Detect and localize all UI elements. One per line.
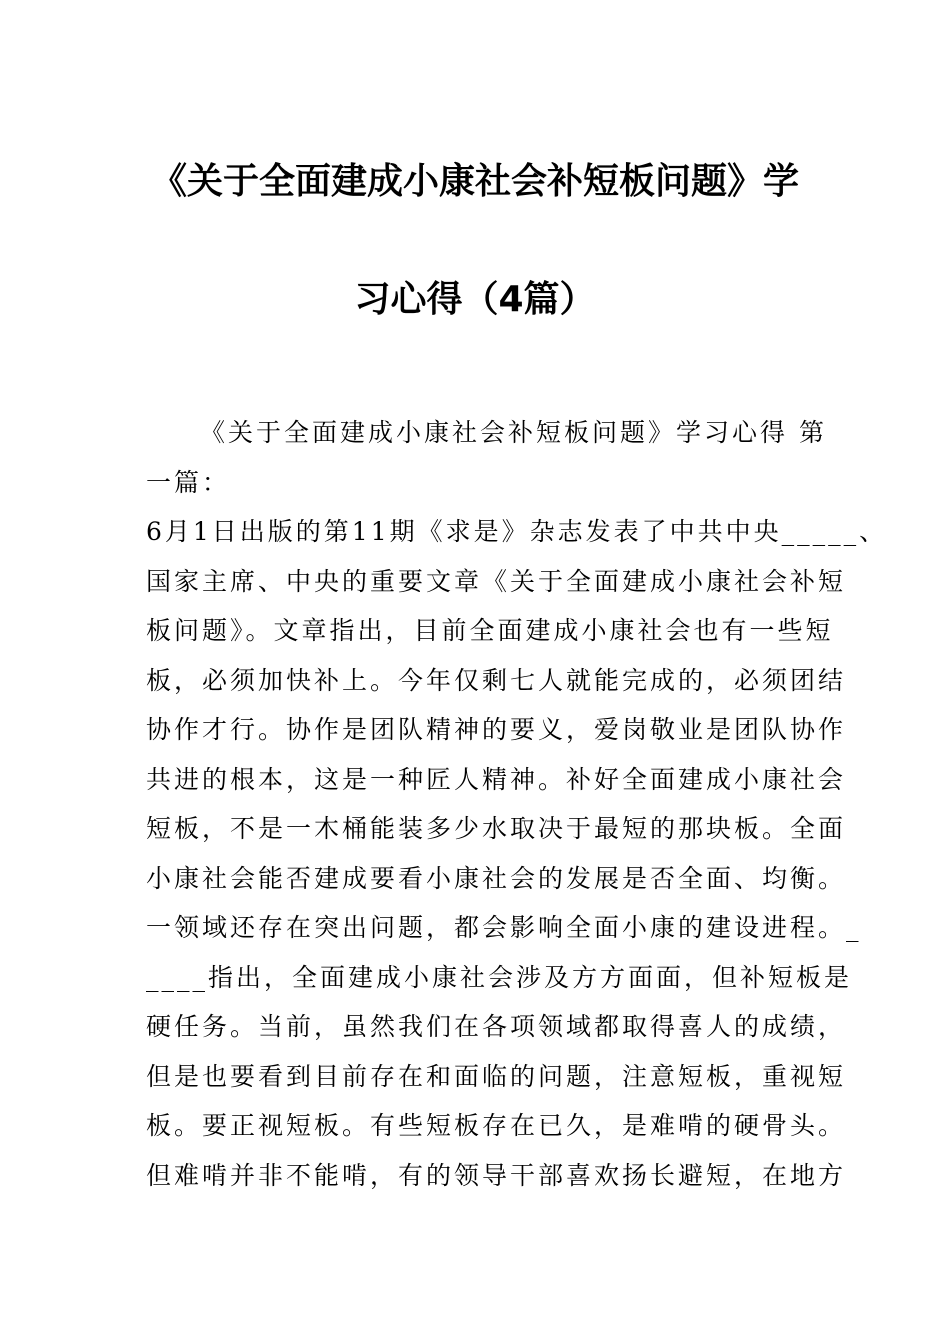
document-title-line-1: 《关于全面建成小康社会补短板问题》学 [150,161,799,202]
body-line: 《关于全面建成小康社会补短板问题》学习心得 第 [200,418,827,447]
document-title-line-2: 习心得（4篇） [354,279,596,320]
body-line: 一领域还存在突出问题，都会影响全面小康的建设进程。_ [146,913,862,942]
body-line: 共进的根本，这是一种匠人精神。补好全面建成小康社会 [146,764,847,794]
body-line: 短板，不是一木桶能装多少水取决于最短的那块板。全面 [146,814,847,843]
body-line: 国家主席、中央的重要文章《关于全面建成小康社会补短 [146,566,847,596]
body-line: 但是也要看到目前存在和面临的问题，注意短板，重视短 [146,1061,847,1091]
document-body [146,408,888,1200]
body-line: 一篇： [146,467,231,497]
body-line: 6月1日出版的第11期《求是》杂志发表了中共中央_____、 [146,517,888,546]
body-line: 硬任务。当前，虽然我们在各项领域都取得喜人的成绩， [146,1012,847,1041]
body-line: 板，必须加快补上。今年仅剩七人就能完成的，必须团结 [146,665,847,695]
body-line: 但难啃并非不能啃，有的领导干部喜欢扬长避短，在地方 [146,1160,847,1190]
body-line: 小康社会能否建成要看小康社会的发展是否全面、均衡。 [146,863,847,893]
body-line: 板问题》。文章指出，目前全面建成小康社会也有一些短 [146,616,834,645]
body-line: ____指出，全面建成小康社会涉及方方面面，但补短板是 [146,962,853,992]
body-line: 板。要正视短板。有些短板存在已久，是难啃的硬骨头。 [146,1111,847,1140]
body-line: 协作才行。协作是团队精神的要义，爱岗敬业是团队协作 [146,715,847,744]
